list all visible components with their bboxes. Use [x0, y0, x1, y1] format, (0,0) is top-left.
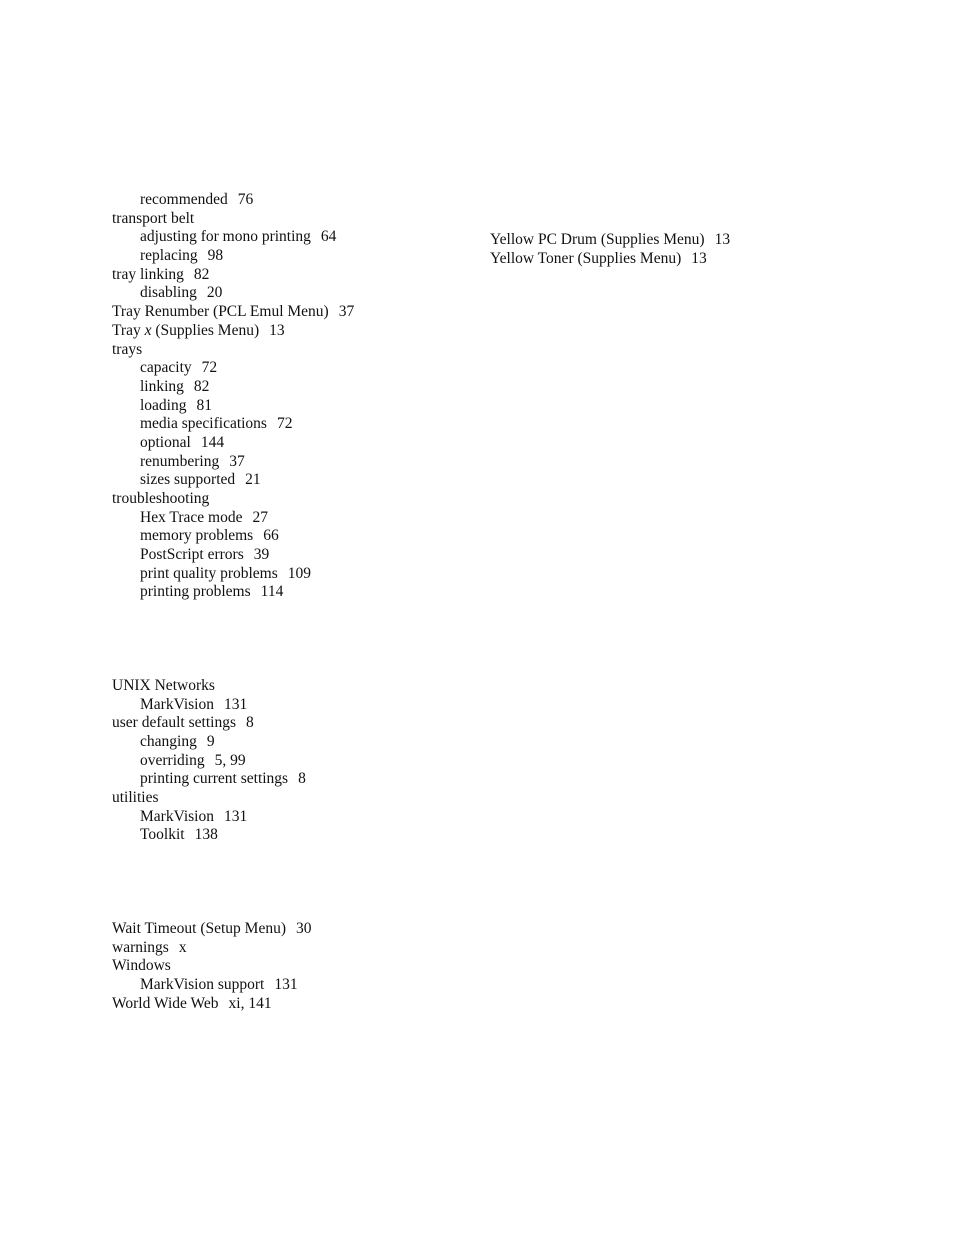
- index-entry: [112, 957, 472, 976]
- group-spacer: [112, 845, 472, 920]
- index-subentry: [112, 453, 472, 472]
- index-term: troubleshooting: [112, 490, 210, 507]
- index-page-ref: 72: [276, 415, 293, 433]
- index-subentry: [112, 359, 472, 378]
- index-entry: [112, 303, 472, 322]
- index-entry: [112, 789, 472, 808]
- index-subentry: [112, 228, 472, 247]
- index-page-ref: 8: [245, 714, 254, 732]
- index-subentry: [112, 808, 472, 827]
- index-group-u: [112, 677, 472, 845]
- index-term: recommended: [140, 191, 228, 208]
- index-term: print quality problems: [140, 564, 278, 582]
- index-page-ref: 13: [691, 249, 707, 267]
- index-term: Windows: [112, 957, 171, 975]
- index-subentry: [112, 583, 472, 602]
- index-subentry: [112, 696, 472, 715]
- index-term: capacity: [140, 359, 192, 377]
- index-page-ref: 64: [320, 228, 337, 246]
- index-group-t: [112, 191, 472, 602]
- index-entry: [112, 266, 472, 285]
- index-term: media specifications: [140, 415, 267, 433]
- index-entry: [112, 490, 472, 509]
- index-page-ref: xi, 141: [228, 994, 272, 1012]
- index-page-ref: 109: [287, 564, 312, 582]
- index-page-ref: 9: [206, 732, 215, 750]
- index-page-ref: 21: [245, 471, 261, 489]
- index-page-ref: 37: [229, 452, 245, 470]
- index-page-ref: 30: [296, 919, 312, 937]
- index-page-ref: 13: [714, 231, 731, 248]
- index-term: transport belt: [112, 209, 195, 227]
- index-term: MarkVision: [140, 807, 214, 825]
- index-page-ref: 13: [269, 321, 285, 339]
- index-entry: [112, 677, 472, 696]
- index-entry: [490, 250, 850, 269]
- index-subentry: [112, 284, 472, 303]
- index-term: printing problems: [140, 583, 251, 601]
- index-right-column: [490, 231, 850, 268]
- index-term: memory problems: [140, 527, 254, 545]
- index-group-w: [112, 920, 472, 1013]
- index-term: Tray x (Supplies Menu): [112, 321, 260, 339]
- index-term: Wait Timeout (Setup Menu): [112, 919, 286, 937]
- index-page-ref: 72: [201, 359, 218, 377]
- index-term: optional: [140, 433, 191, 451]
- index-page-ref: 144: [200, 433, 225, 451]
- index-term: loading: [140, 396, 187, 414]
- index-page-ref: 131: [223, 807, 248, 825]
- index-subentry: [112, 191, 472, 210]
- index-term: MarkVision support: [140, 975, 265, 993]
- index-term: Yellow Toner (Supplies Menu): [490, 249, 682, 267]
- index-page-ref: 138: [194, 826, 218, 844]
- index-term: replacing: [140, 247, 198, 265]
- index-subentry: [112, 546, 472, 565]
- index-page-ref: 81: [196, 396, 212, 414]
- index-term: disabling: [140, 284, 197, 302]
- index-term: Toolkit: [140, 826, 185, 844]
- index-term: changing: [140, 732, 197, 750]
- index-entry: [112, 210, 472, 229]
- index-subentry: [112, 509, 472, 528]
- index-subentry: [112, 247, 472, 266]
- index-subentry: [112, 471, 472, 490]
- index-left-column: [112, 191, 472, 1013]
- index-term: linking: [140, 377, 184, 395]
- index-entry: [112, 322, 472, 341]
- index-page-ref: x: [178, 938, 187, 956]
- index-term: World Wide Web: [112, 994, 219, 1012]
- group-spacer: [112, 602, 472, 677]
- index-page-ref: 8: [298, 770, 306, 788]
- index-page-ref: 76: [237, 191, 254, 208]
- index-term: Tray Renumber (PCL Emul Menu): [112, 303, 329, 321]
- index-entry: [112, 920, 472, 939]
- index-entry: [112, 995, 472, 1014]
- index-page-ref: 37: [338, 303, 355, 321]
- index-term: UNIX Networks: [112, 676, 215, 694]
- index-term: trays: [112, 340, 143, 358]
- index-term: PostScript errors: [140, 546, 244, 564]
- index-subentry: [112, 733, 472, 752]
- index-subentry: [112, 770, 472, 789]
- index-entry: [490, 231, 850, 250]
- index-term: adjusting for mono printing: [140, 228, 311, 246]
- index-subentry: [112, 565, 472, 584]
- index-subentry: [112, 826, 472, 845]
- index-page-ref: 5, 99: [214, 751, 246, 769]
- index-page-ref: 20: [206, 284, 223, 302]
- index-term: sizes supported: [140, 471, 236, 489]
- index-page-ref: 66: [263, 527, 279, 545]
- index-subentry: [112, 752, 472, 771]
- index-term: utilities: [112, 789, 159, 807]
- index-entry: [112, 714, 472, 733]
- index-term: renumbering: [140, 452, 220, 470]
- index-page-ref: 82: [193, 265, 210, 283]
- index-page-ref: 131: [274, 975, 298, 993]
- index-term: warnings: [112, 938, 169, 956]
- index-term: tray linking: [112, 265, 184, 283]
- index-page-ref: 98: [207, 247, 224, 265]
- index-subentry: [112, 397, 472, 416]
- index-subentry: [112, 976, 472, 995]
- index-entry: [112, 939, 472, 958]
- index-page-ref: 27: [252, 508, 268, 526]
- index-term: Yellow PC Drum (Supplies Menu): [490, 231, 705, 248]
- index-page-ref: 82: [193, 377, 210, 395]
- index-subentry: [112, 527, 472, 546]
- index-page-ref: 114: [260, 583, 284, 601]
- index-term: Hex Trace mode: [140, 508, 243, 526]
- index-term: user default settings: [112, 714, 236, 732]
- index-subentry: [112, 415, 472, 434]
- index-page-ref: 131: [223, 695, 248, 713]
- index-page-ref: 39: [253, 546, 270, 564]
- index-subentry: [112, 434, 472, 453]
- index-term: overriding: [140, 751, 205, 769]
- index-group-y: [490, 231, 850, 268]
- index-entry: [112, 341, 472, 360]
- index-term: printing current settings: [140, 770, 289, 788]
- index-subentry: [112, 378, 472, 397]
- index-term: MarkVision: [140, 695, 214, 713]
